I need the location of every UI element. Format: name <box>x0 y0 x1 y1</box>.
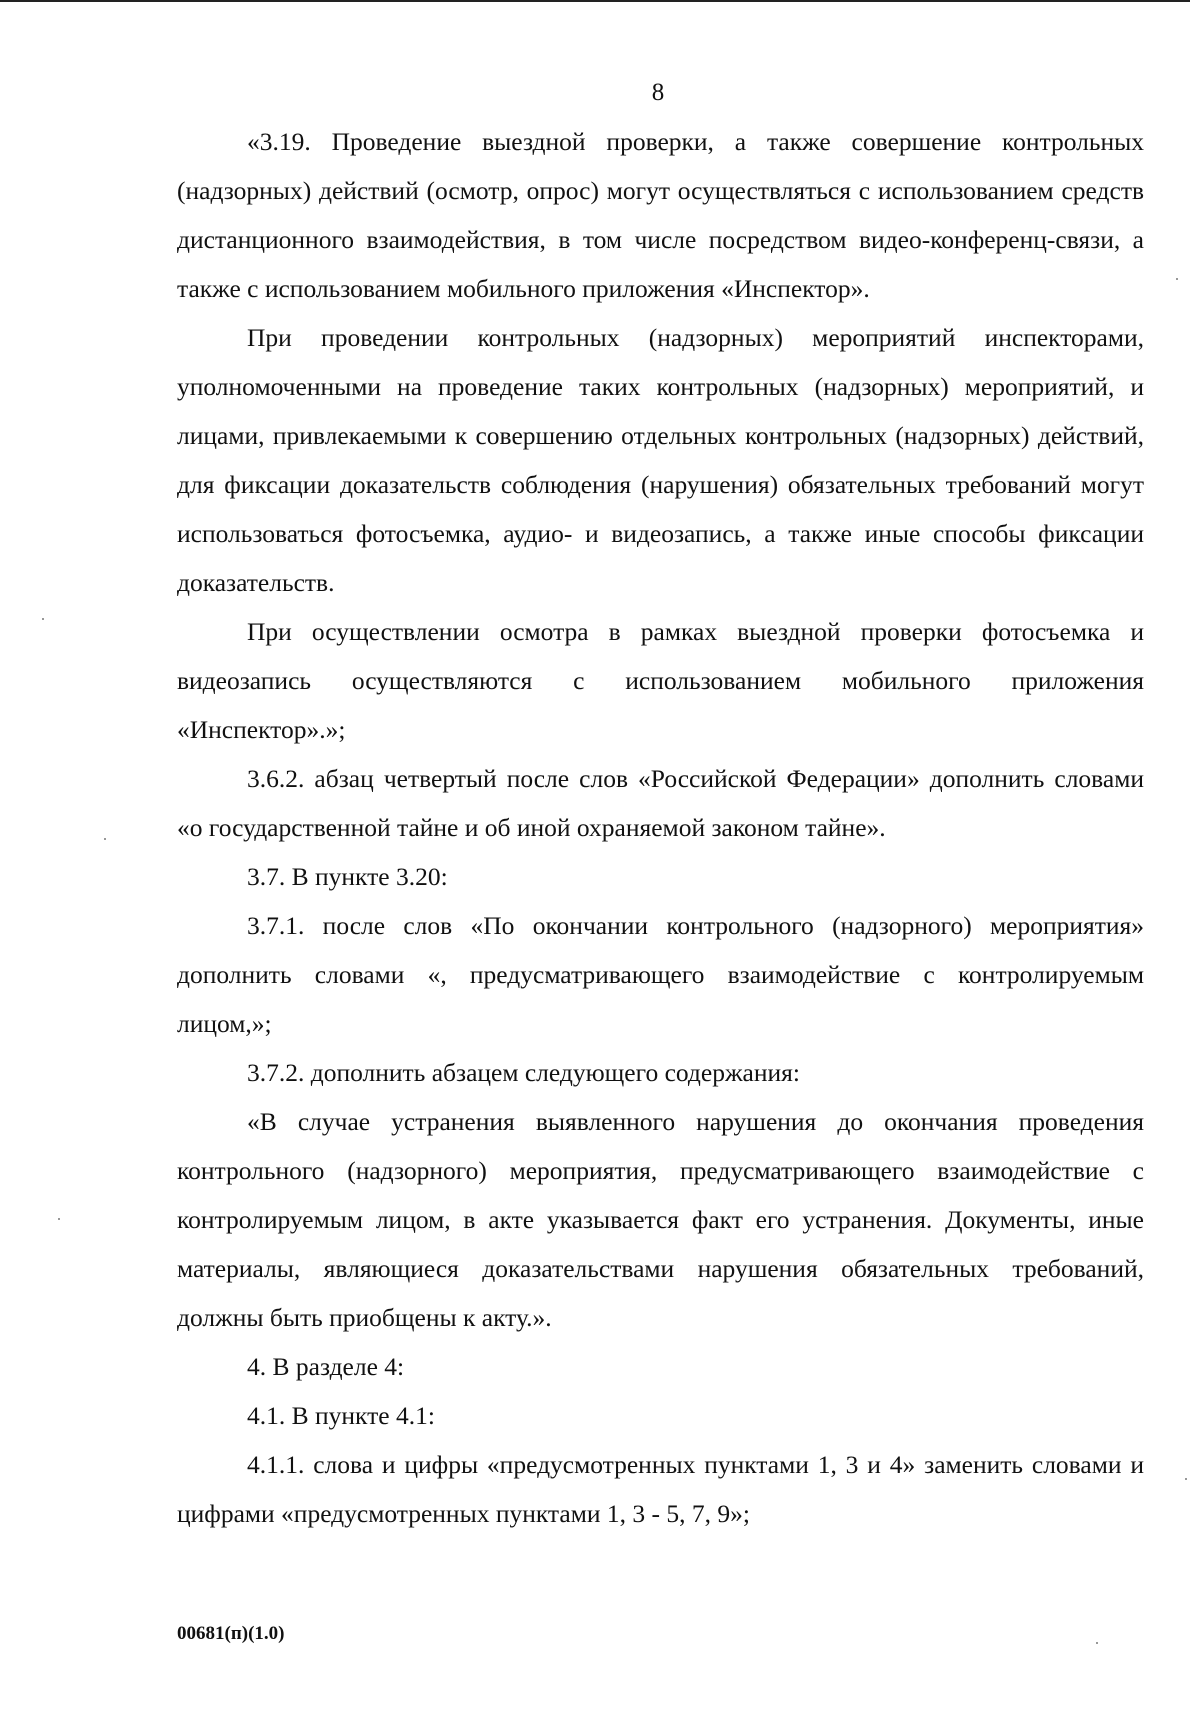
scan-speck <box>1176 278 1178 280</box>
paragraph-4-1-1: 4.1.1. слова и цифры «предусмотренных пунктами 1, 3 и 4» заменить словами и цифрами «предусмотренных пунктами 1, 3 - 5, 7, 9»; <box>177 1450 1144 1528</box>
paragraph-3-6-2: 3.6.2. абзац четвертый после слов «Российской Федерации» дополнить словами «о государственной тайне и об иной охраняемой законом тайне». <box>177 764 1144 842</box>
paragraph-3-19: «3.19. Проведение выездной проверки, а также совершение контрольных (надзорных) действий (осмотр, опрос) могут осуществляться с использованием средств дистанционного взаимодействия, в том числе посредством видео-конференц-связи, а также с использованием мобильного приложения «Инспектор». <box>177 127 1144 303</box>
paragraph-evidence-recording: При проведении контрольных (надзорных) мероприятий инспекторами, уполномоченными на проведение таких контрольных (надзорных) мероприятий, и лицами, привлекаемыми к совершению отдельных контрольных (надзорных) действий, для фиксации доказательств соблюдения (нарушения) обязательных требований могут использоваться фотосъемка, аудио- и видеозапись, а также иные способы фиксации доказательств. <box>177 323 1144 597</box>
paragraph-3-7-1: 3.7.1. после слов «По окончании контрольного (надзорного) мероприятия» дополнить словами «, предусматривающего взаимодействие с контролируемым лицом,»; <box>177 911 1144 1038</box>
paragraph-3-7-2: 3.7.2. дополнить абзацем следующего содержания: <box>247 1058 800 1087</box>
paragraph-4-1: 4.1. В пункте 4.1: <box>247 1401 435 1430</box>
scan-speck <box>58 1218 60 1220</box>
paragraph-section-4: 4. В разделе 4: <box>247 1352 405 1381</box>
page-number: 8 <box>651 79 665 106</box>
scan-edge-line <box>0 0 1190 2</box>
scan-speck <box>104 838 106 840</box>
paragraph-3-7: 3.7. В пункте 3.20: <box>247 862 448 891</box>
scan-speck <box>1096 1642 1098 1644</box>
paragraph-inspection-photo: При осуществлении осмотра в рамках выездной проверки фотосъемка и видеозапись осуществляются с использованием мобильного приложения «Инспектор».»; <box>177 617 1144 744</box>
scan-speck <box>1185 1478 1187 1480</box>
paragraph-violation-elimination: «В случае устранения выявленного нарушения до окончания проведения контрольного (надзорного) мероприятия, предусматривающего взаимодействие с контролируемым лицом, в акте указывается факт его устранения. Документы, иные материалы, являющиеся доказательствами нарушения обязательных требований, должны быть приобщены к акту.». <box>177 1107 1144 1332</box>
footer-document-code: 00681(п)(1.0) <box>177 1623 285 1644</box>
document-body <box>177 117 1144 1538</box>
scan-speck <box>42 618 44 620</box>
